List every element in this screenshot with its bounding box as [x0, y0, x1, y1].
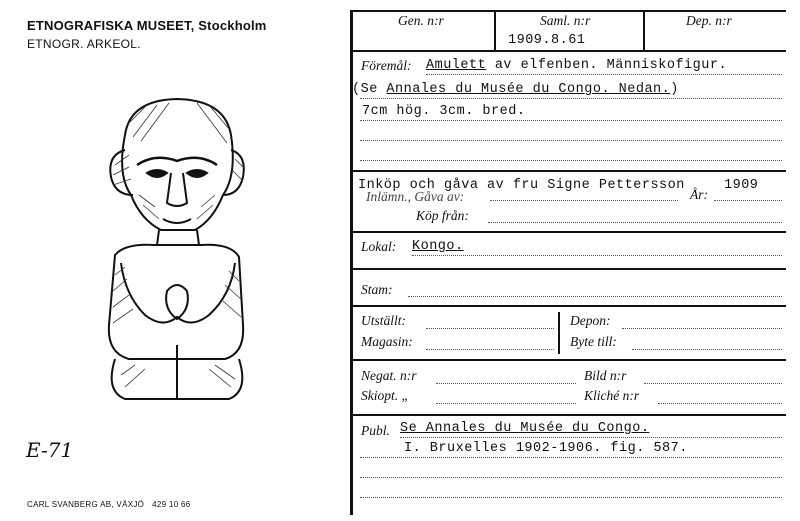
dotted-line — [360, 98, 782, 99]
header-divider-1 — [494, 10, 496, 50]
dotted-line — [490, 200, 678, 201]
dotted-line — [658, 403, 782, 404]
stam-label: Stam: — [361, 282, 393, 297]
dotted-line — [426, 328, 554, 329]
dotted-line — [426, 349, 554, 350]
magasin-label: Magasin: — [361, 334, 413, 349]
dotted-line — [360, 160, 782, 161]
foremal-row-rule — [352, 170, 786, 172]
department-label: ETNOGR. ARKEOL. — [27, 37, 141, 51]
printer-imprint — [27, 500, 190, 509]
dotted-line — [360, 477, 782, 478]
dotted-line — [622, 328, 782, 329]
utstallt-label: Utställt: — [361, 313, 407, 328]
gift-row-rule — [352, 231, 786, 233]
amulet-figure-illustration — [85, 95, 265, 405]
dotted-line — [360, 457, 782, 458]
publ-label: Publ. — [361, 423, 390, 438]
foremal-object: Amulett — [426, 58, 487, 73]
foremal-line-1 — [426, 58, 727, 73]
depon-label: Depon: — [570, 313, 611, 328]
dotted-line — [488, 222, 782, 223]
foremal-line-3: 7cm hög. 3cm. bred. — [362, 104, 526, 119]
museum-name-text: ETNOGRAFISKA MUSEET, — [27, 18, 195, 33]
ar-label: År: — [690, 187, 708, 202]
year-value: 1909 — [724, 178, 759, 193]
inlamn-label: Inlämn., Gåva av: — [366, 189, 465, 204]
museum-city: Stockholm — [198, 18, 267, 33]
saml-nr-label: Saml. n:r — [540, 13, 591, 28]
dep-nr-label: Dep. n:r — [686, 13, 732, 28]
dotted-line — [400, 437, 782, 438]
header-divider-2 — [643, 10, 645, 50]
lokal-label: Lokal: — [361, 239, 397, 254]
publ-line-1: Se Annales du Musée du Congo. — [400, 421, 650, 436]
negat-nr-label: Negat. n:r — [361, 368, 417, 383]
dotted-line — [714, 200, 782, 201]
handwritten-mark: E-71 — [26, 438, 74, 462]
skiopt-label: Skiopt. „ — [361, 388, 410, 403]
stam-row-rule — [352, 305, 786, 307]
header-row-rule — [352, 50, 786, 52]
card-top-border — [350, 10, 786, 12]
gen-nr-label: Gen. n:r — [398, 13, 444, 28]
dotted-line — [644, 383, 782, 384]
dotted-line — [360, 497, 782, 498]
foremal-label: Föremål: — [361, 58, 412, 73]
kliche-nr-label: Kliché n:r — [584, 388, 640, 403]
byte-till-label: Byte till: — [570, 334, 617, 349]
publ-line-2: I. Bruxelles 1902-1906. fig. 587. — [404, 441, 688, 456]
utstallt-divider — [558, 312, 560, 354]
lokal-row-rule — [352, 268, 786, 270]
dotted-line — [632, 349, 782, 350]
foremal-line-2 — [352, 82, 679, 97]
negat-row-rule — [352, 414, 786, 416]
foremal-ref-close: ) — [670, 82, 679, 97]
dotted-line — [408, 296, 782, 297]
dotted-line — [436, 383, 576, 384]
dotted-line — [436, 403, 576, 404]
foremal-ref-title: Annales du Musée du Congo. Nedan. — [386, 82, 671, 97]
saml-nr-value: 1909.8.61 — [508, 33, 586, 48]
museum-name — [27, 18, 267, 33]
utstallt-row-rule — [352, 359, 786, 361]
printer-code: 429 10 66 — [152, 500, 191, 509]
printer-name: CARL SVANBERG AB, VÄXJÖ — [27, 500, 145, 509]
dotted-line — [412, 255, 782, 256]
foremal-ref-open: (Se — [352, 82, 387, 97]
dotted-line — [360, 140, 782, 141]
lokal-value: Kongo. — [412, 239, 464, 254]
gift-value: Inköp och gåva av fru Signe Pettersson — [358, 178, 685, 193]
foremal-description: av elfenben. Människofigur. — [486, 58, 728, 73]
kop-fran-label: Köp från: — [416, 208, 469, 223]
dotted-line — [360, 120, 782, 121]
dotted-line — [426, 74, 782, 75]
bild-nr-label: Bild n:r — [584, 368, 627, 383]
